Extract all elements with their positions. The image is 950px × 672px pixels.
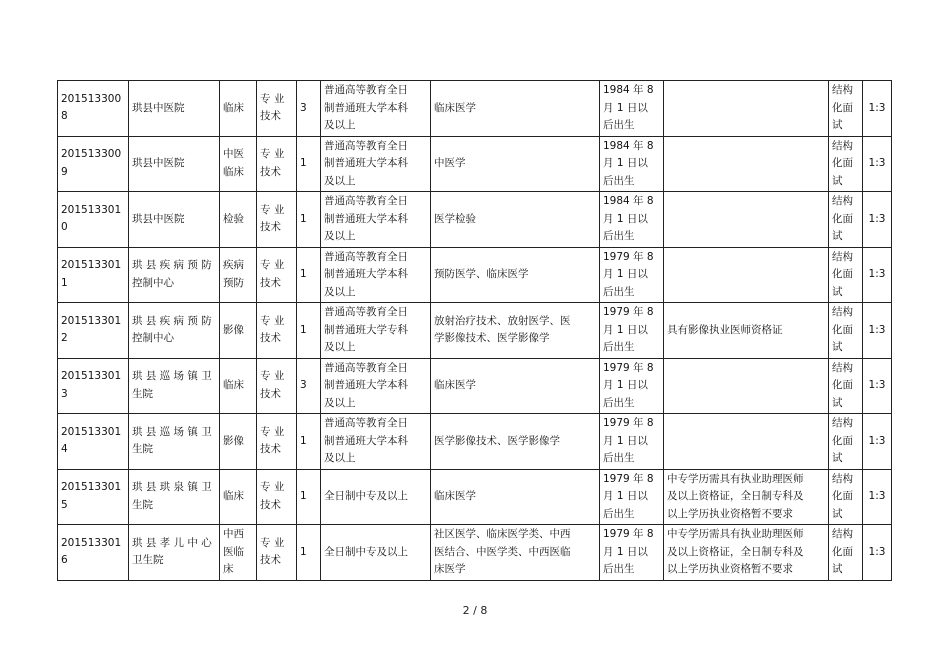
exam-method-cell: 结构 化面 试 xyxy=(829,414,863,470)
ratio-cell: 1:3 xyxy=(863,192,892,248)
post-name-cell: 临床 xyxy=(220,81,257,137)
position-code-cell: 201513301 3 xyxy=(58,358,129,414)
exam-method-cell: 结构 化面 试 xyxy=(829,136,863,192)
exam-method-cell: 结构 化面 试 xyxy=(829,469,863,525)
position-code-cell: 201513301 5 xyxy=(58,469,129,525)
major-cell: 放射治疗技术、放射医学、医 学影像技术、医学影像学 xyxy=(431,303,600,359)
position-code-cell: 201513301 0 xyxy=(58,192,129,248)
post-type-cell: 专 业 技术 xyxy=(257,303,297,359)
education-cell: 普通高等教育全日 制普通班大学本科 及以上 xyxy=(321,136,431,192)
exam-method-cell: 结构 化面 试 xyxy=(829,81,863,137)
ratio-cell: 1:3 xyxy=(863,136,892,192)
post-type-cell: 专 业 技术 xyxy=(257,525,297,581)
education-cell: 普通高等教育全日 制普通班大学本科 及以上 xyxy=(321,81,431,137)
other-requirement-cell: 具有影像执业医师资格证 xyxy=(664,303,829,359)
table-row xyxy=(58,247,892,303)
education-cell: 普通高等教育全日 制普通班大学本科 及以上 xyxy=(321,358,431,414)
exam-method-cell: 结构 化面 试 xyxy=(829,247,863,303)
other-requirement-cell xyxy=(664,136,829,192)
post-type-cell: 专 业 技术 xyxy=(257,414,297,470)
post-name-cell: 检验 xyxy=(220,192,257,248)
ratio-cell: 1:3 xyxy=(863,247,892,303)
ratio-cell: 1:3 xyxy=(863,469,892,525)
table-body xyxy=(58,81,892,581)
employer-cell: 珙 县 疾 病 预 防 控制中心 xyxy=(129,303,220,359)
post-name-cell: 疾病 预防 xyxy=(220,247,257,303)
education-cell: 普通高等教育全日 制普通班大学本科 及以上 xyxy=(321,414,431,470)
age-requirement-cell: 1979 年 8 月 1 日以 后出生 xyxy=(600,525,664,581)
employer-cell: 珙县中医院 xyxy=(129,136,220,192)
table-row xyxy=(58,469,892,525)
ratio-cell: 1:3 xyxy=(863,81,892,137)
major-cell: 临床医学 xyxy=(431,81,600,137)
education-cell: 全日制中专及以上 xyxy=(321,469,431,525)
post-name-cell: 临床 xyxy=(220,469,257,525)
employer-cell: 珙 县 珙 泉 镇 卫 生院 xyxy=(129,469,220,525)
age-requirement-cell: 1979 年 8 月 1 日以 后出生 xyxy=(600,469,664,525)
post-type-cell: 专 业 技术 xyxy=(257,136,297,192)
education-cell: 普通高等教育全日 制普通班大学本科 及以上 xyxy=(321,247,431,303)
post-name-cell: 影像 xyxy=(220,303,257,359)
employer-cell: 珙县中医院 xyxy=(129,81,220,137)
post-name-cell: 中医 临床 xyxy=(220,136,257,192)
ratio-cell: 1:3 xyxy=(863,303,892,359)
age-requirement-cell: 1979 年 8 月 1 日以 后出生 xyxy=(600,303,664,359)
age-requirement-cell: 1984 年 8 月 1 日以 后出生 xyxy=(600,192,664,248)
education-cell: 普通高等教育全日 制普通班大学本科 及以上 xyxy=(321,192,431,248)
headcount-cell: 3 xyxy=(297,81,321,137)
position-code-cell: 201513301 6 xyxy=(58,525,129,581)
position-code-cell: 201513300 8 xyxy=(58,81,129,137)
position-code-cell: 2015133011 xyxy=(58,247,129,303)
employer-cell: 珙 县 巡 场 镇 卫 生院 xyxy=(129,414,220,470)
position-code-cell: 201513300 9 xyxy=(58,136,129,192)
major-cell: 医学影像技术、医学影像学 xyxy=(431,414,600,470)
position-code-cell: 201513301 2 xyxy=(58,303,129,359)
other-requirement-cell xyxy=(664,192,829,248)
recruitment-table xyxy=(57,80,892,581)
employer-cell: 珙县中医院 xyxy=(129,192,220,248)
employer-cell: 珙 县 巡 场 镇 卫 生院 xyxy=(129,358,220,414)
table-row xyxy=(58,192,892,248)
other-requirement-cell: 中专学历需具有执业助理医师 及以上资格证，全日制专科及 以上学历执业资格暂不要求 xyxy=(664,469,829,525)
table-row xyxy=(58,136,892,192)
major-cell: 临床医学 xyxy=(431,358,600,414)
ratio-cell: 1:3 xyxy=(863,525,892,581)
education-cell: 全日制中专及以上 xyxy=(321,525,431,581)
major-cell: 临床医学 xyxy=(431,469,600,525)
education-cell: 普通高等教育全日 制普通班大学专科 及以上 xyxy=(321,303,431,359)
other-requirement-cell xyxy=(664,81,829,137)
major-cell: 社区医学、临床医学类、中西 医结合、中医学类、中西医临 床医学 xyxy=(431,525,600,581)
post-type-cell: 专 业 技术 xyxy=(257,192,297,248)
table-row xyxy=(58,414,892,470)
post-type-cell: 专 业 技术 xyxy=(257,358,297,414)
table-row xyxy=(58,358,892,414)
headcount-cell: 1 xyxy=(297,247,321,303)
major-cell: 医学检验 xyxy=(431,192,600,248)
post-name-cell: 中西 医临 床 xyxy=(220,525,257,581)
ratio-cell: 1:3 xyxy=(863,414,892,470)
position-code-cell: 201513301 4 xyxy=(58,414,129,470)
headcount-cell: 1 xyxy=(297,469,321,525)
other-requirement-cell xyxy=(664,247,829,303)
headcount-cell: 1 xyxy=(297,192,321,248)
exam-method-cell: 结构 化面 试 xyxy=(829,303,863,359)
other-requirement-cell: 中专学历需具有执业助理医师 及以上资格证，全日制专科及 以上学历执业资格暂不要求 xyxy=(664,525,829,581)
employer-cell: 珙 县 孝 儿 中 心 卫生院 xyxy=(129,525,220,581)
other-requirement-cell xyxy=(664,414,829,470)
other-requirement-cell xyxy=(664,358,829,414)
headcount-cell: 3 xyxy=(297,358,321,414)
age-requirement-cell: 1979 年 8 月 1 日以 后出生 xyxy=(600,358,664,414)
headcount-cell: 1 xyxy=(297,136,321,192)
age-requirement-cell: 1984 年 8 月 1 日以 后出生 xyxy=(600,81,664,137)
ratio-cell: 1:3 xyxy=(863,358,892,414)
headcount-cell: 1 xyxy=(297,525,321,581)
exam-method-cell: 结构 化面 试 xyxy=(829,525,863,581)
post-type-cell: 专 业 技术 xyxy=(257,247,297,303)
post-name-cell: 影像 xyxy=(220,414,257,470)
headcount-cell: 1 xyxy=(297,414,321,470)
major-cell: 预防医学、临床医学 xyxy=(431,247,600,303)
exam-method-cell: 结构 化面 试 xyxy=(829,358,863,414)
headcount-cell: 1 xyxy=(297,303,321,359)
post-type-cell: 专 业 技术 xyxy=(257,469,297,525)
table-row xyxy=(58,303,892,359)
major-cell: 中医学 xyxy=(431,136,600,192)
employer-cell: 珙 县 疾 病 预 防 控制中心 xyxy=(129,247,220,303)
table-row xyxy=(58,81,892,137)
exam-method-cell: 结构 化面 试 xyxy=(829,192,863,248)
table-row xyxy=(58,525,892,581)
age-requirement-cell: 1979 年 8 月 1 日以 后出生 xyxy=(600,247,664,303)
age-requirement-cell: 1984 年 8 月 1 日以 后出生 xyxy=(600,136,664,192)
page-number: 2 / 8 xyxy=(462,604,488,617)
age-requirement-cell: 1979 年 8 月 1 日以 后出生 xyxy=(600,414,664,470)
post-name-cell: 临床 xyxy=(220,358,257,414)
post-type-cell: 专 业 技术 xyxy=(257,81,297,137)
